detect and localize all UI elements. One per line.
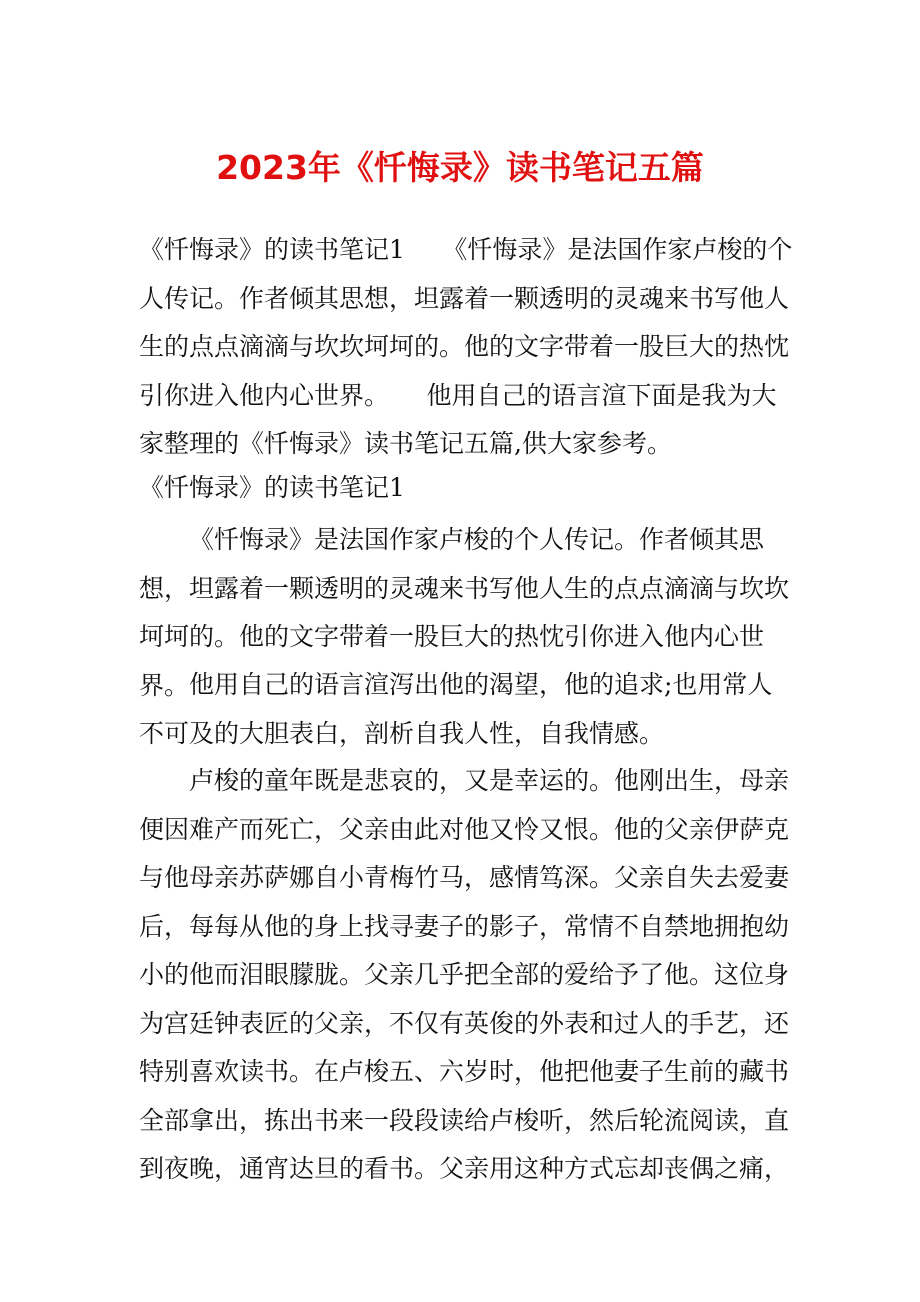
body-paragraph: 卢梭的童年既是悲哀的，又是幸运的。他刚出生，母亲便因难产而死亡，父亲由此对他又怜又恨。他的父亲伊萨克与他母亲苏萨娜自小青梅竹马，感情笃深。父亲自失去爱妻后，每每从他的身上找寻妻子的影子，常情不自禁地拥抱幼小的他而泪眼朦胧。父亲几乎把全部的爱给予了他。这位身为宫廷钟表匠的父亲，不仅有英俊的外表和过人的手艺，还特别喜欢读书。在卢梭五、六岁时，他把他妻子生前的藏书全部拿出，拣出书来一段段读给卢梭听，然后轮流阅读，直到夜晚，通宵达旦的看书。父亲用这种方式忘却丧偶之痛，	[139, 766, 790, 1183]
intro-paragraph: 《忏悔录》的读书笔记1 《忏悔录》是法国作家卢梭的个人传记。作者倾其思想，坦露着一颗透明的灵魂来书写他人生的点点滴滴与坎坎坷坷的。他的文字带着一股巨大的热忱引你进入他内心世界。 他用自己的语言渲下面是我为大家整理的《忏悔录》读书笔记五篇,供大家参考。	[139, 235, 793, 458]
body-paragraph: 《忏悔录》是法国作家卢梭的个人传记。作者倾其思想，坦露着一颗透明的灵魂来书写他人生的点点滴滴与坎坎坷坷的。他的文字带着一股巨大的热忱引你进入他内心世界。	[139, 525, 790, 700]
document-title: 2023年《忏悔录》读书笔记五篇	[216, 148, 704, 187]
section-heading: 《忏悔录》的读书笔记1	[139, 473, 405, 502]
body-paragraph: 他用自己的语言渲泻出他的渴望，他的追求;也用常人不可及的大胆表白，剖析自我人性，自我情感。	[139, 670, 773, 748]
